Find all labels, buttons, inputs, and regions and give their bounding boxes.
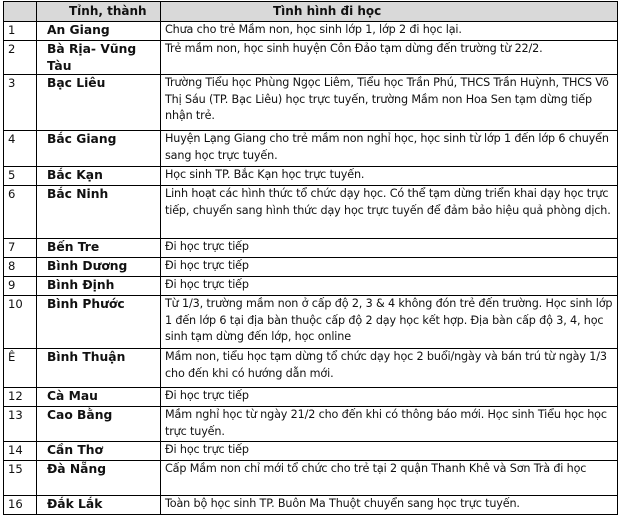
row-province: Đà Nẵng: [37, 461, 161, 496]
table-row: [4, 239, 618, 258]
table-row: [4, 496, 618, 515]
row-status: Trẻ mầm non, học sinh huyện Côn Đảo tạm dừng đến trường từ 22/2.: [161, 41, 618, 75]
header-row: [4, 2, 618, 22]
row-number: 7: [4, 239, 37, 258]
row-province: Bắc Ninh: [37, 186, 161, 239]
row-number: 9: [4, 277, 37, 296]
table-row: [4, 442, 618, 461]
table-row: [4, 349, 618, 388]
row-number: 14: [4, 442, 37, 461]
row-number: Ê: [4, 349, 37, 388]
row-status: Linh hoạt các hình thức tổ chức dạy học. Có thể tạm dừng triển khai dạy học trực tiếp, chuyển sang hình thức dạy học trực tuyến để đảm bảo hiệu quả phòng dịch.: [161, 186, 618, 239]
table-row: [4, 461, 618, 496]
row-number: 15: [4, 461, 37, 496]
row-status: Toàn bộ học sinh TP. Buôn Ma Thuột chuyển sang học trực tuyến.: [161, 496, 618, 515]
row-province: An Giang: [37, 22, 161, 41]
row-province: Bình Định: [37, 277, 161, 296]
row-province: Bến Tre: [37, 239, 161, 258]
row-status: Đi học trực tiếp: [161, 388, 618, 407]
row-province: Bắc Giang: [37, 131, 161, 167]
row-status: Mầm nghỉ học từ ngày 21/2 cho đến khi có thông báo mới. Học sinh Tiểu học học trực tuyến.: [161, 407, 618, 442]
row-status: Đi học trực tiếp: [161, 442, 618, 461]
header-no: [4, 2, 37, 22]
row-number: 3: [4, 75, 37, 131]
row-province: Bà Rịa- Vũng Tàu: [37, 41, 161, 75]
row-number: 2: [4, 41, 37, 75]
table-row: [4, 407, 618, 442]
row-number: 10: [4, 296, 37, 349]
row-status: Đi học trực tiếp: [161, 239, 618, 258]
row-status: Đi học trực tiếp: [161, 258, 618, 277]
table-row: [4, 22, 618, 41]
row-status: Cấp Mầm non chỉ mới tổ chức cho trẻ tại 2 quận Thanh Khê và Sơn Trà đi học: [161, 461, 618, 496]
row-status: Trường Tiểu học Phùng Ngọc Liêm, Tiểu học Trần Phú, THCS Trần Huỳnh, THCS Võ Thị Sáu (TP. Bạc Liêu) học trực tuyến, trường Mầm non Hoa Sen tạm dừng tiếp nhận trẻ.: [161, 75, 618, 131]
row-number: 16: [4, 496, 37, 515]
table-row: [4, 296, 618, 349]
table-row: [4, 75, 618, 131]
table-row: [4, 388, 618, 407]
row-province: Bạc Liêu: [37, 75, 161, 131]
table-row: [4, 131, 618, 167]
row-status: Huyện Lạng Giang cho trẻ mầm non nghỉ học, học sinh từ lớp 1 đến lớp 6 chuyển sang học trực tuyến.: [161, 131, 618, 167]
school-status-table: [3, 1, 618, 515]
row-status: Chưa cho trẻ Mầm non, học sinh lớp 1, lớp 2 đi học lại.: [161, 22, 618, 41]
row-province: Bắc Kạn: [37, 167, 161, 186]
table-row: [4, 167, 618, 186]
header-status: Tình hình đi học: [161, 2, 618, 22]
row-number: 6: [4, 186, 37, 239]
row-province: Cà Mau: [37, 388, 161, 407]
row-status: Đi học trực tiếp: [161, 277, 618, 296]
row-status: Học sinh TP. Bắc Kạn học trực tuyến.: [161, 167, 618, 186]
row-number: 12: [4, 388, 37, 407]
row-province: Đắk Lắk: [37, 496, 161, 515]
row-number: 13: [4, 407, 37, 442]
row-province: Cao Bằng: [37, 407, 161, 442]
row-province: Bình Phước: [37, 296, 161, 349]
table-row: [4, 186, 618, 239]
header-province: Tỉnh, thành: [37, 2, 161, 22]
row-number: 1: [4, 22, 37, 41]
row-number: 5: [4, 167, 37, 186]
row-status: Từ 1/3, trường mầm non ở cấp độ 2, 3 & 4 không đón trẻ đến trường. Học sinh lớp 1 đến lớp 6 tại địa bàn thuộc cấp độ 2 dạy học kết hợp. Địa bàn cấp độ 3, 4, học sinh tạm dừng đến lớp, học online: [161, 296, 618, 349]
table-row: [4, 277, 618, 296]
table-row: [4, 41, 618, 75]
table-row: [4, 258, 618, 277]
row-status: Mầm non, tiểu học tạm dừng tổ chức dạy học 2 buổi/ngày và bán trú từ ngày 1/3 cho đến khi có hướng dẫn mới.: [161, 349, 618, 388]
row-number: 4: [4, 131, 37, 167]
row-province: Cần Thơ: [37, 442, 161, 461]
row-province: Bình Thuận: [37, 349, 161, 388]
row-province: Bình Dương: [37, 258, 161, 277]
row-number: 8: [4, 258, 37, 277]
